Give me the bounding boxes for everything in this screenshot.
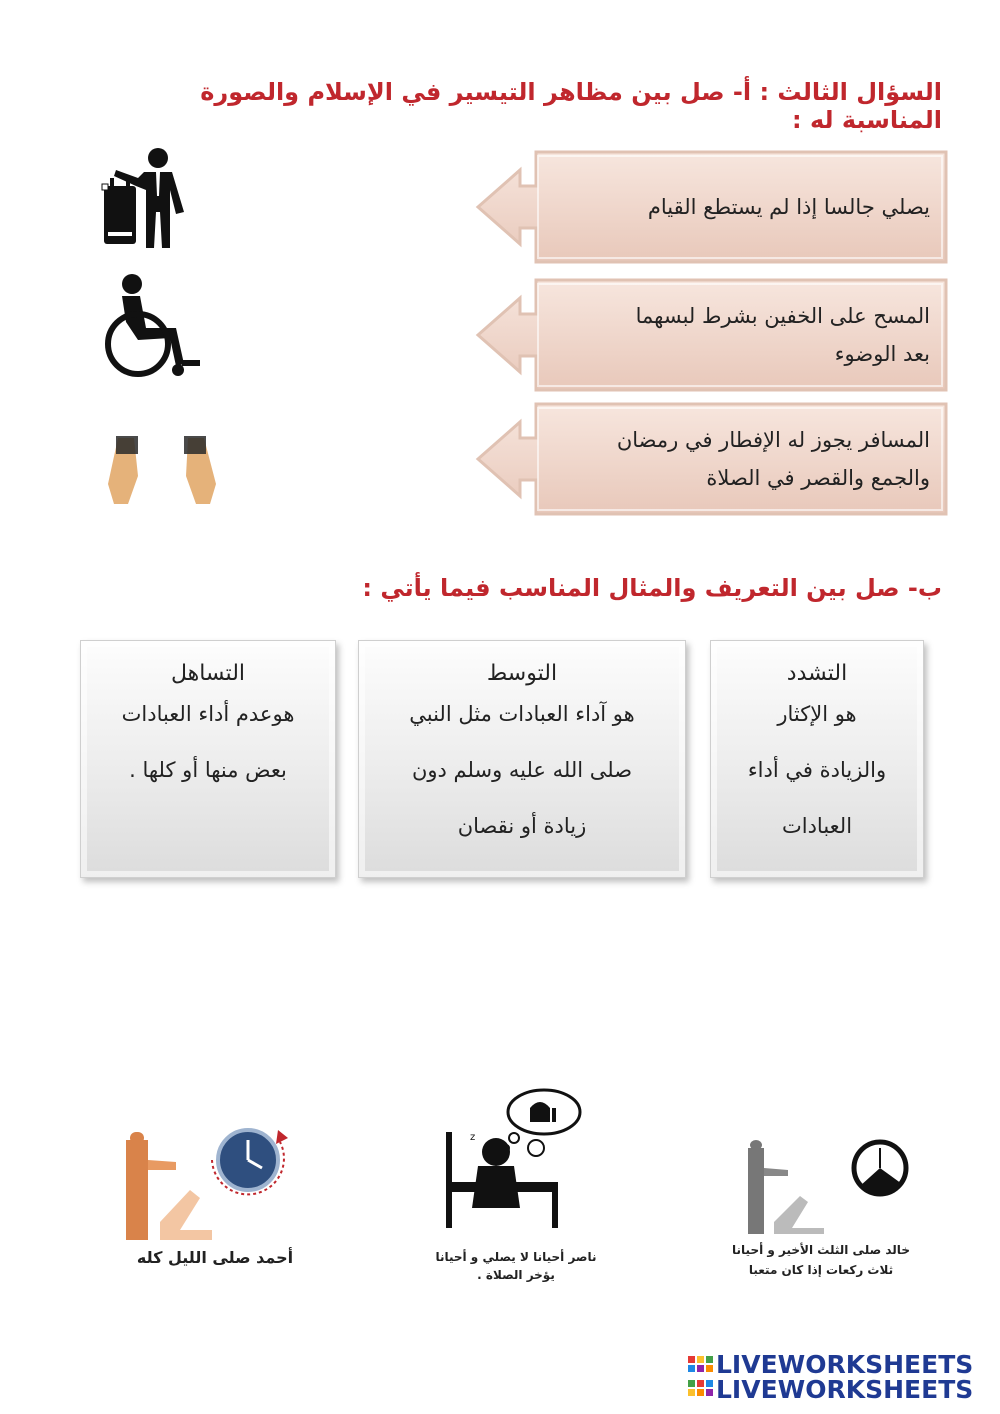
card-title: التوسط xyxy=(486,661,558,686)
praying-person-with-clock-icon[interactable] xyxy=(120,1112,302,1244)
callout-item-2[interactable] xyxy=(474,276,950,394)
callout-line: المسافر يجوز له الإفطار في رمضان xyxy=(616,428,930,452)
example-caption-nasser xyxy=(404,1248,628,1284)
callout-line: والجمع والقصر في الصلاة xyxy=(706,466,930,490)
card-line: زيادة أو نقصان xyxy=(457,814,587,838)
callout-item-3[interactable] xyxy=(474,400,950,518)
caption-line: ناصر أحيانا لا يصلي و أحيانا xyxy=(435,1250,597,1264)
praying-person-with-gauge-icon[interactable] xyxy=(744,1138,914,1238)
caption-line: خالد صلى الثلث الأخير و أحيانا xyxy=(732,1243,910,1257)
person-on-bed-thinking-icon[interactable] xyxy=(440,1086,586,1232)
definition-card-tawassut[interactable] xyxy=(358,640,686,878)
definition-card-tasahul[interactable] xyxy=(80,640,336,878)
callout-line: بعد الوضوء xyxy=(834,342,930,366)
svg-text:z: z xyxy=(470,1132,476,1143)
brand-text-line-1: LIVEWORKSHEETS xyxy=(716,1350,974,1379)
callout-line: يصلي جالسا إذا لم يستطع القيام xyxy=(647,195,930,219)
card-line: العبادات xyxy=(781,814,853,838)
caption-line: أحمد صلى الليل كله xyxy=(136,1248,294,1267)
brand-text-line-2: LIVEWORKSHEETS xyxy=(716,1375,974,1404)
card-line: صلى الله عليه وسلم دون xyxy=(411,758,633,782)
definition-card-tashaddud[interactable] xyxy=(710,640,924,878)
card-title: التشدد xyxy=(786,661,848,686)
card-line: هو آداء العبادات مثل النبي xyxy=(409,702,635,726)
card-line: والزيادة في أداء xyxy=(747,758,887,782)
feet-in-socks-icon[interactable] xyxy=(104,430,222,510)
card-line: هو الإكثار xyxy=(777,702,857,726)
caption-line: ثلاث ركعات إذا كان متعبا xyxy=(748,1263,894,1277)
card-title: التساهل xyxy=(170,661,246,686)
callout-line: المسح على الخفين بشرط لبسهما xyxy=(635,304,930,328)
traveler-with-suitcase-icon[interactable] xyxy=(98,146,194,250)
wheelchair-person-icon[interactable] xyxy=(98,272,204,380)
example-caption-khaled xyxy=(706,1240,936,1280)
liveworksheets-logo[interactable] xyxy=(686,1352,986,1404)
callout-item-1[interactable] xyxy=(474,148,950,266)
section-a-title: السؤال الثالث : أ- صل بين مظاهر التيسير في الإسلام والصورة المناسبة له : xyxy=(200,78,942,134)
section-b-title: ب- صل بين التعريف والمثال المناسب فيما يأتي : xyxy=(362,574,942,602)
caption-line: يؤخر الصلاة . xyxy=(477,1268,555,1282)
example-caption-ahmad xyxy=(110,1248,320,1267)
card-line: هوعدم أداء العبادات xyxy=(121,702,295,726)
card-line: بعض منها أو كلها . xyxy=(129,758,287,782)
